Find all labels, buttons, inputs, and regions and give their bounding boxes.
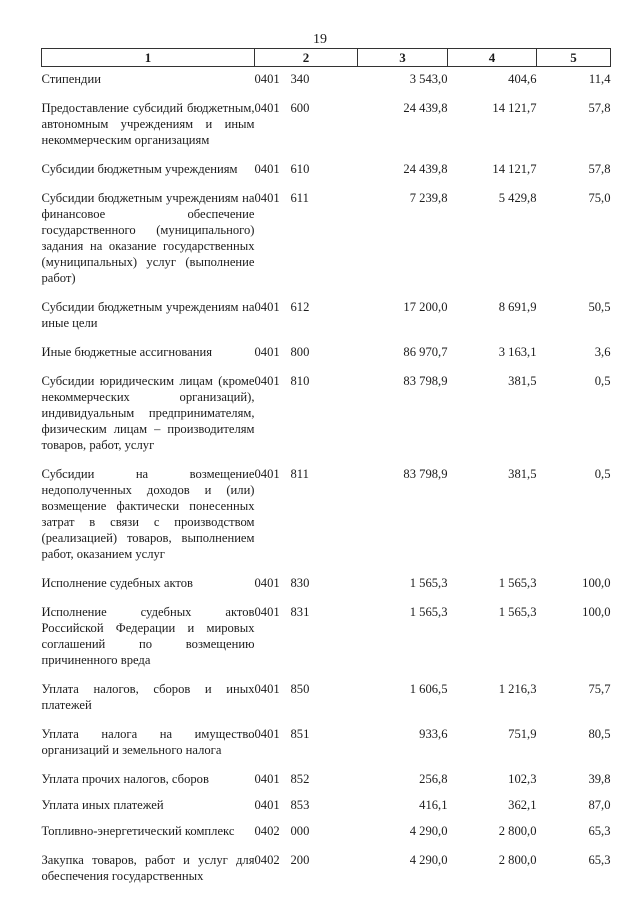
table-row	[42, 87, 611, 148]
row-name: Субсидии бюджетным учреждениям на иные цели	[41, 300, 255, 330]
row-section-code: 0401	[254, 191, 280, 205]
row-value-4: 404,6	[508, 72, 537, 86]
row-name: Предоставление субсидий бюджетным, автономным учреждениям и иным некоммерческим организациям	[41, 101, 255, 147]
row-name: Субсидии на возмещение недополученных доходов и (или) возмещение фактически понесенных затрат в связи с производством (реализацией) товаров, выполнением работ, оказанием услуг	[41, 467, 255, 561]
row-code	[255, 713, 358, 758]
column-header-1: 1	[42, 49, 255, 67]
row-section-code: 0401	[254, 162, 280, 176]
table-row	[42, 668, 611, 713]
page-number: 19	[313, 32, 327, 47]
row-code	[255, 839, 358, 884]
row-code	[255, 67, 358, 88]
header-row	[42, 49, 611, 67]
row-expense-type-code: 611	[290, 191, 309, 205]
row-name: Уплата иных платежей	[41, 798, 164, 812]
budget-table	[41, 48, 611, 884]
row-expense-type-code: 811	[290, 467, 309, 481]
row-value-5: 65,3	[588, 824, 611, 838]
row-code	[255, 668, 358, 713]
row-value-4: 751,9	[508, 727, 537, 741]
row-value-5: 100,0	[582, 576, 611, 590]
row-value-5: 80,5	[588, 727, 611, 741]
table-row	[42, 813, 611, 839]
row-section-code: 0401	[254, 605, 280, 619]
row-expense-type-code: 610	[290, 162, 310, 176]
row-value-3: 933,6	[419, 727, 448, 741]
table-row	[42, 148, 611, 177]
row-code	[255, 286, 358, 331]
table-row	[42, 286, 611, 331]
row-name: Субсидии бюджетным учреждениям на финансовое обеспечение государственного (муниципального) задания на оказание государственных (муниципальных) услуг (выполнение работ)	[41, 191, 255, 285]
row-value-4: 2 800,0	[498, 853, 537, 867]
row-name: Стипендии	[41, 72, 101, 86]
table-row	[42, 591, 611, 668]
row-expense-type-code: 000	[290, 824, 310, 838]
row-expense-type-code: 852	[290, 772, 310, 786]
row-section-code: 0402	[254, 824, 280, 838]
row-name: Исполнение судебных актов	[41, 576, 193, 590]
row-section-code: 0401	[254, 345, 280, 359]
row-expense-type-code: 800	[290, 345, 310, 359]
row-code	[255, 148, 358, 177]
row-value-3: 1 565,3	[409, 576, 448, 590]
row-expense-type-code: 851	[290, 727, 310, 741]
column-header-3: 3	[358, 49, 448, 67]
row-section-code: 0401	[254, 727, 280, 741]
row-value-3: 83 798,9	[403, 467, 448, 481]
row-value-3: 4 290,0	[409, 824, 448, 838]
row-value-4: 14 121,7	[492, 162, 537, 176]
row-section-code: 0401	[254, 772, 280, 786]
row-value-4: 1 565,3	[498, 576, 537, 590]
row-code	[255, 591, 358, 668]
row-expense-type-code: 830	[290, 576, 310, 590]
row-name: Субсидии бюджетным учреждениям	[41, 162, 238, 176]
row-section-code: 0401	[254, 682, 280, 696]
row-code	[255, 453, 358, 562]
row-value-3: 24 439,8	[403, 162, 448, 176]
column-header-5: 5	[537, 49, 611, 67]
row-value-3: 256,8	[419, 772, 448, 786]
row-name: Уплата прочих налогов, сборов	[41, 772, 209, 786]
row-name: Иные бюджетные ассигнования	[41, 345, 213, 359]
table-row	[42, 177, 611, 286]
row-code	[255, 360, 358, 453]
row-code	[255, 758, 358, 787]
row-section-code: 0401	[254, 300, 280, 314]
row-section-code: 0401	[254, 101, 280, 115]
row-value-4: 5 429,8	[498, 191, 537, 205]
row-code	[255, 787, 358, 813]
row-value-3: 416,1	[419, 798, 448, 812]
row-section-code: 0401	[254, 798, 280, 812]
row-section-code: 0401	[254, 467, 280, 481]
row-value-5: 75,0	[588, 191, 611, 205]
table-row	[42, 839, 611, 884]
table-row	[42, 787, 611, 813]
row-code	[255, 87, 358, 148]
row-name: Уплата налога на имущество организаций и земельного налога	[41, 727, 255, 757]
row-value-3: 3 543,0	[409, 72, 448, 86]
row-value-3: 24 439,8	[403, 101, 448, 115]
row-code	[255, 331, 358, 360]
row-section-code: 0401	[254, 576, 280, 590]
column-header-4: 4	[448, 49, 537, 67]
row-section-code: 0401	[254, 374, 280, 388]
row-value-3: 4 290,0	[409, 853, 448, 867]
row-value-4: 14 121,7	[492, 101, 537, 115]
row-expense-type-code: 600	[290, 101, 310, 115]
row-value-3: 86 970,7	[403, 345, 448, 359]
row-value-5: 50,5	[588, 300, 611, 314]
row-value-5: 65,3	[588, 853, 611, 867]
row-name: Топливно-энергетический комплекс	[41, 824, 235, 838]
row-value-3: 1 606,5	[409, 682, 448, 696]
table-row	[42, 453, 611, 562]
row-section-code: 0401	[254, 72, 280, 86]
table-row	[42, 713, 611, 758]
row-expense-type-code: 810	[290, 374, 310, 388]
table-row	[42, 360, 611, 453]
table-row	[42, 758, 611, 787]
row-expense-type-code: 853	[290, 798, 310, 812]
row-name: Исполнение судебных актов Российской Федерации и мировых соглашений по возмещению причиненного вреда	[41, 605, 255, 667]
row-value-4: 381,5	[508, 374, 537, 388]
row-value-3: 7 239,8	[409, 191, 448, 205]
table-row	[42, 562, 611, 591]
row-value-5: 75,7	[588, 682, 611, 696]
row-value-4: 1 216,3	[498, 682, 537, 696]
row-code	[255, 562, 358, 591]
column-header-2: 2	[255, 49, 358, 67]
row-name: Уплата налогов, сборов и иных платежей	[41, 682, 255, 712]
row-value-5: 57,8	[588, 162, 611, 176]
row-value-5: 57,8	[588, 101, 611, 115]
row-value-3: 1 565,3	[409, 605, 448, 619]
row-expense-type-code: 831	[290, 605, 310, 619]
row-expense-type-code: 200	[290, 853, 310, 867]
row-value-4: 362,1	[508, 798, 537, 812]
row-expense-type-code: 850	[290, 682, 310, 696]
table-row	[42, 67, 611, 88]
row-name: Закупка товаров, работ и услуг для обеспечения государственных	[41, 853, 255, 883]
row-value-5: 3,6	[594, 345, 611, 359]
row-value-4: 102,3	[508, 772, 537, 786]
row-value-5: 0,5	[594, 374, 611, 388]
row-value-3: 17 200,0	[403, 300, 448, 314]
row-value-3: 83 798,9	[403, 374, 448, 388]
row-value-4: 381,5	[508, 467, 537, 481]
row-value-4: 1 565,3	[498, 605, 537, 619]
row-section-code: 0402	[254, 853, 280, 867]
row-expense-type-code: 340	[290, 72, 310, 86]
row-value-4: 3 163,1	[498, 345, 537, 359]
row-name: Субсидии юридическим лицам (кроме некоммерческих организаций), индивидуальным предпринимателям, физическим лицам – производителям товаров, работ, услуг	[41, 374, 255, 452]
row-value-5: 87,0	[588, 798, 611, 812]
row-value-5: 11,4	[588, 72, 611, 86]
row-value-5: 100,0	[582, 605, 611, 619]
row-value-5: 39,8	[588, 772, 611, 786]
row-value-5: 0,5	[594, 467, 611, 481]
row-code	[255, 177, 358, 286]
row-value-4: 8 691,9	[498, 300, 537, 314]
row-code	[255, 813, 358, 839]
table-row	[42, 331, 611, 360]
row-expense-type-code: 612	[290, 300, 310, 314]
row-value-4: 2 800,0	[498, 824, 537, 838]
